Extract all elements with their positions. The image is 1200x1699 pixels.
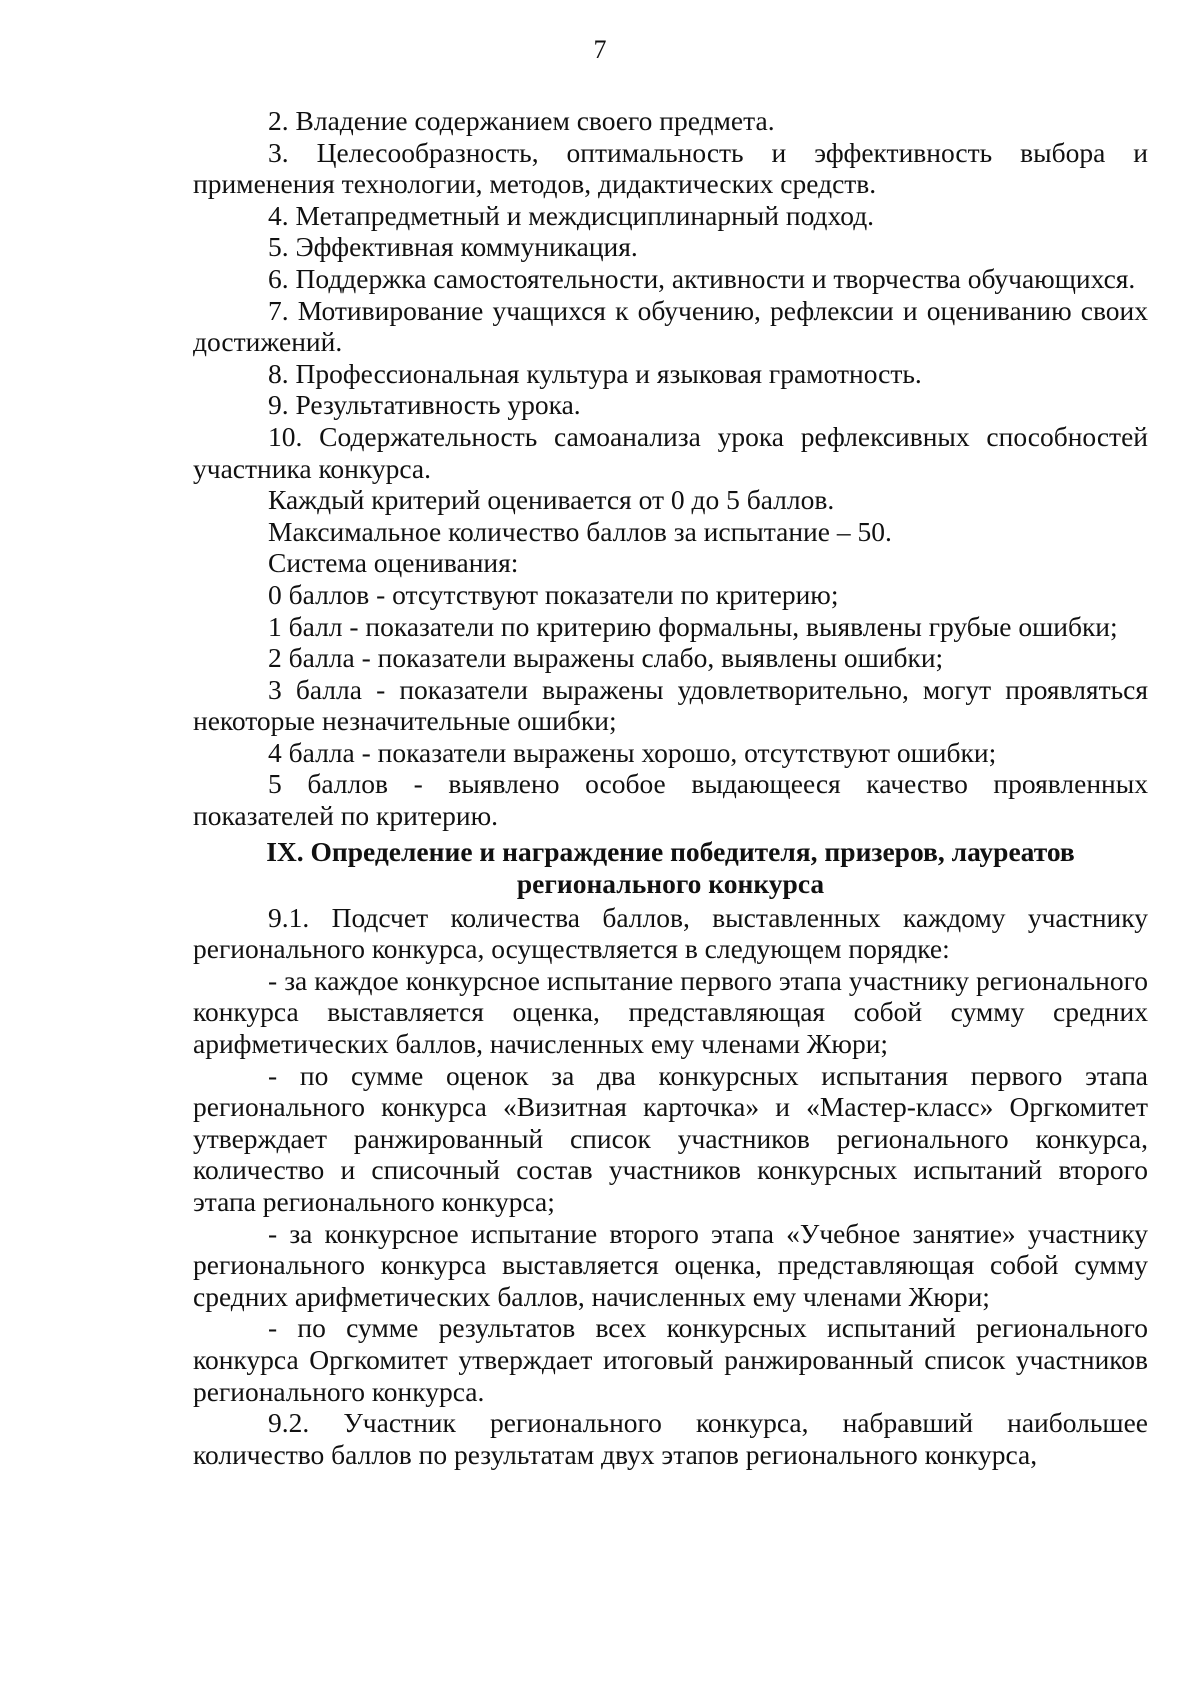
criterion-7: 7. Мотивирование учащихся к обучению, рефлексии и оцениванию своих достижений. — [193, 294, 1148, 358]
criterion-8: 8. Профессиональная культура и языковая грамотность. — [268, 357, 922, 389]
criterion-10: 10. Содержательность самоанализа урока рефлексивных способностей участника конкурса. — [193, 420, 1148, 484]
list-item-ranked-list-first-stage: - по сумме оценок за два конкурсных испытания первого этапа регионального конкурса «Визитная карточка» и «Мастер-класс» Оргкомитет утверждает ранжированный список участников регионального конкурса, количество и списочный состав участников конкурсных испытаний второго этапа регионального конкурса; — [193, 1059, 1148, 1217]
criterion-6: 6. Поддержка самостоятельности, активности и творчества обучающихся. — [268, 262, 1136, 294]
scoring-range-text: Каждый критерий оценивается от 0 до 5 баллов. — [268, 484, 835, 516]
paragraph-9-1: 9.1. Подсчет количества баллов, выставленных каждому участнику регионального конкурса, осуществляется в следующем порядке: — [193, 901, 1148, 965]
criterion-9: 9. Результативность урока. — [268, 389, 581, 421]
scoring-max-text: Максимальное количество баллов за испытание – 50. — [268, 515, 892, 547]
list-item-final-ranked-list: - по сумме результатов всех конкурсных испытаний регионального конкурса Оргкомитет утверждает итоговый ранжированный список участников регионального конкурса. — [193, 1312, 1148, 1407]
section-heading-line-2: регионального конкурса — [516, 867, 825, 899]
section-heading-line-1: IX. Определение и награждение победителя, призеров, лауреатов — [266, 835, 1075, 867]
page-number: 7 — [593, 35, 607, 64]
score-level-5: 5 баллов - выявлено особое выдающееся качество проявленных показателей по критерию. — [193, 768, 1148, 832]
criterion-5: 5. Эффективная коммуникация. — [268, 231, 638, 263]
criterion-4: 4. Метапредметный и междисциплинарный подход. — [268, 199, 875, 231]
score-level-1: 1 балл - показатели по критерию формальны, выявлены грубые ошибки; — [268, 610, 1118, 642]
score-level-0: 0 баллов - отсутствуют показатели по критерию; — [268, 578, 839, 610]
criterion-3: 3. Целесообразность, оптимальность и эффективность выбора и применения технологии, методов, дидактических средств. — [193, 136, 1148, 200]
score-level-4: 4 балла - показатели выражены хорошо, отсутствуют ошибки; — [268, 736, 997, 768]
criterion-2: 2. Владение содержанием своего предмета. — [268, 105, 775, 136]
score-level-3: 3 балла - показатели выражены удовлетворительно, могут проявляться некоторые незначительные ошибки; — [193, 673, 1148, 737]
paragraph-9-2: 9.2. Участник регионального конкурса, набравший наибольшее количество баллов по результатам двух этапов регионального конкурса, — [193, 1407, 1148, 1470]
list-item-second-stage-score: - за конкурсное испытание второго этапа «Учебное занятие» участнику регионального конкурса выставляется оценка, представляющая собой сумму средних арифметических баллов, начисленных ему членами Жюри; — [193, 1217, 1148, 1312]
scoring-system-title: Система оценивания: — [268, 547, 519, 579]
section-heading — [193, 836, 1148, 900]
document-body — [193, 105, 1148, 1470]
list-item-first-stage-score: - за каждое конкурсное испытание первого этапа участнику регионального конкурса выставляется оценка, представляющая собой сумму средних арифметических баллов, начисленных ему членами Жюри; — [193, 964, 1148, 1060]
score-level-2: 2 балла - показатели выражены слабо, выявлены ошибки; — [268, 642, 944, 674]
